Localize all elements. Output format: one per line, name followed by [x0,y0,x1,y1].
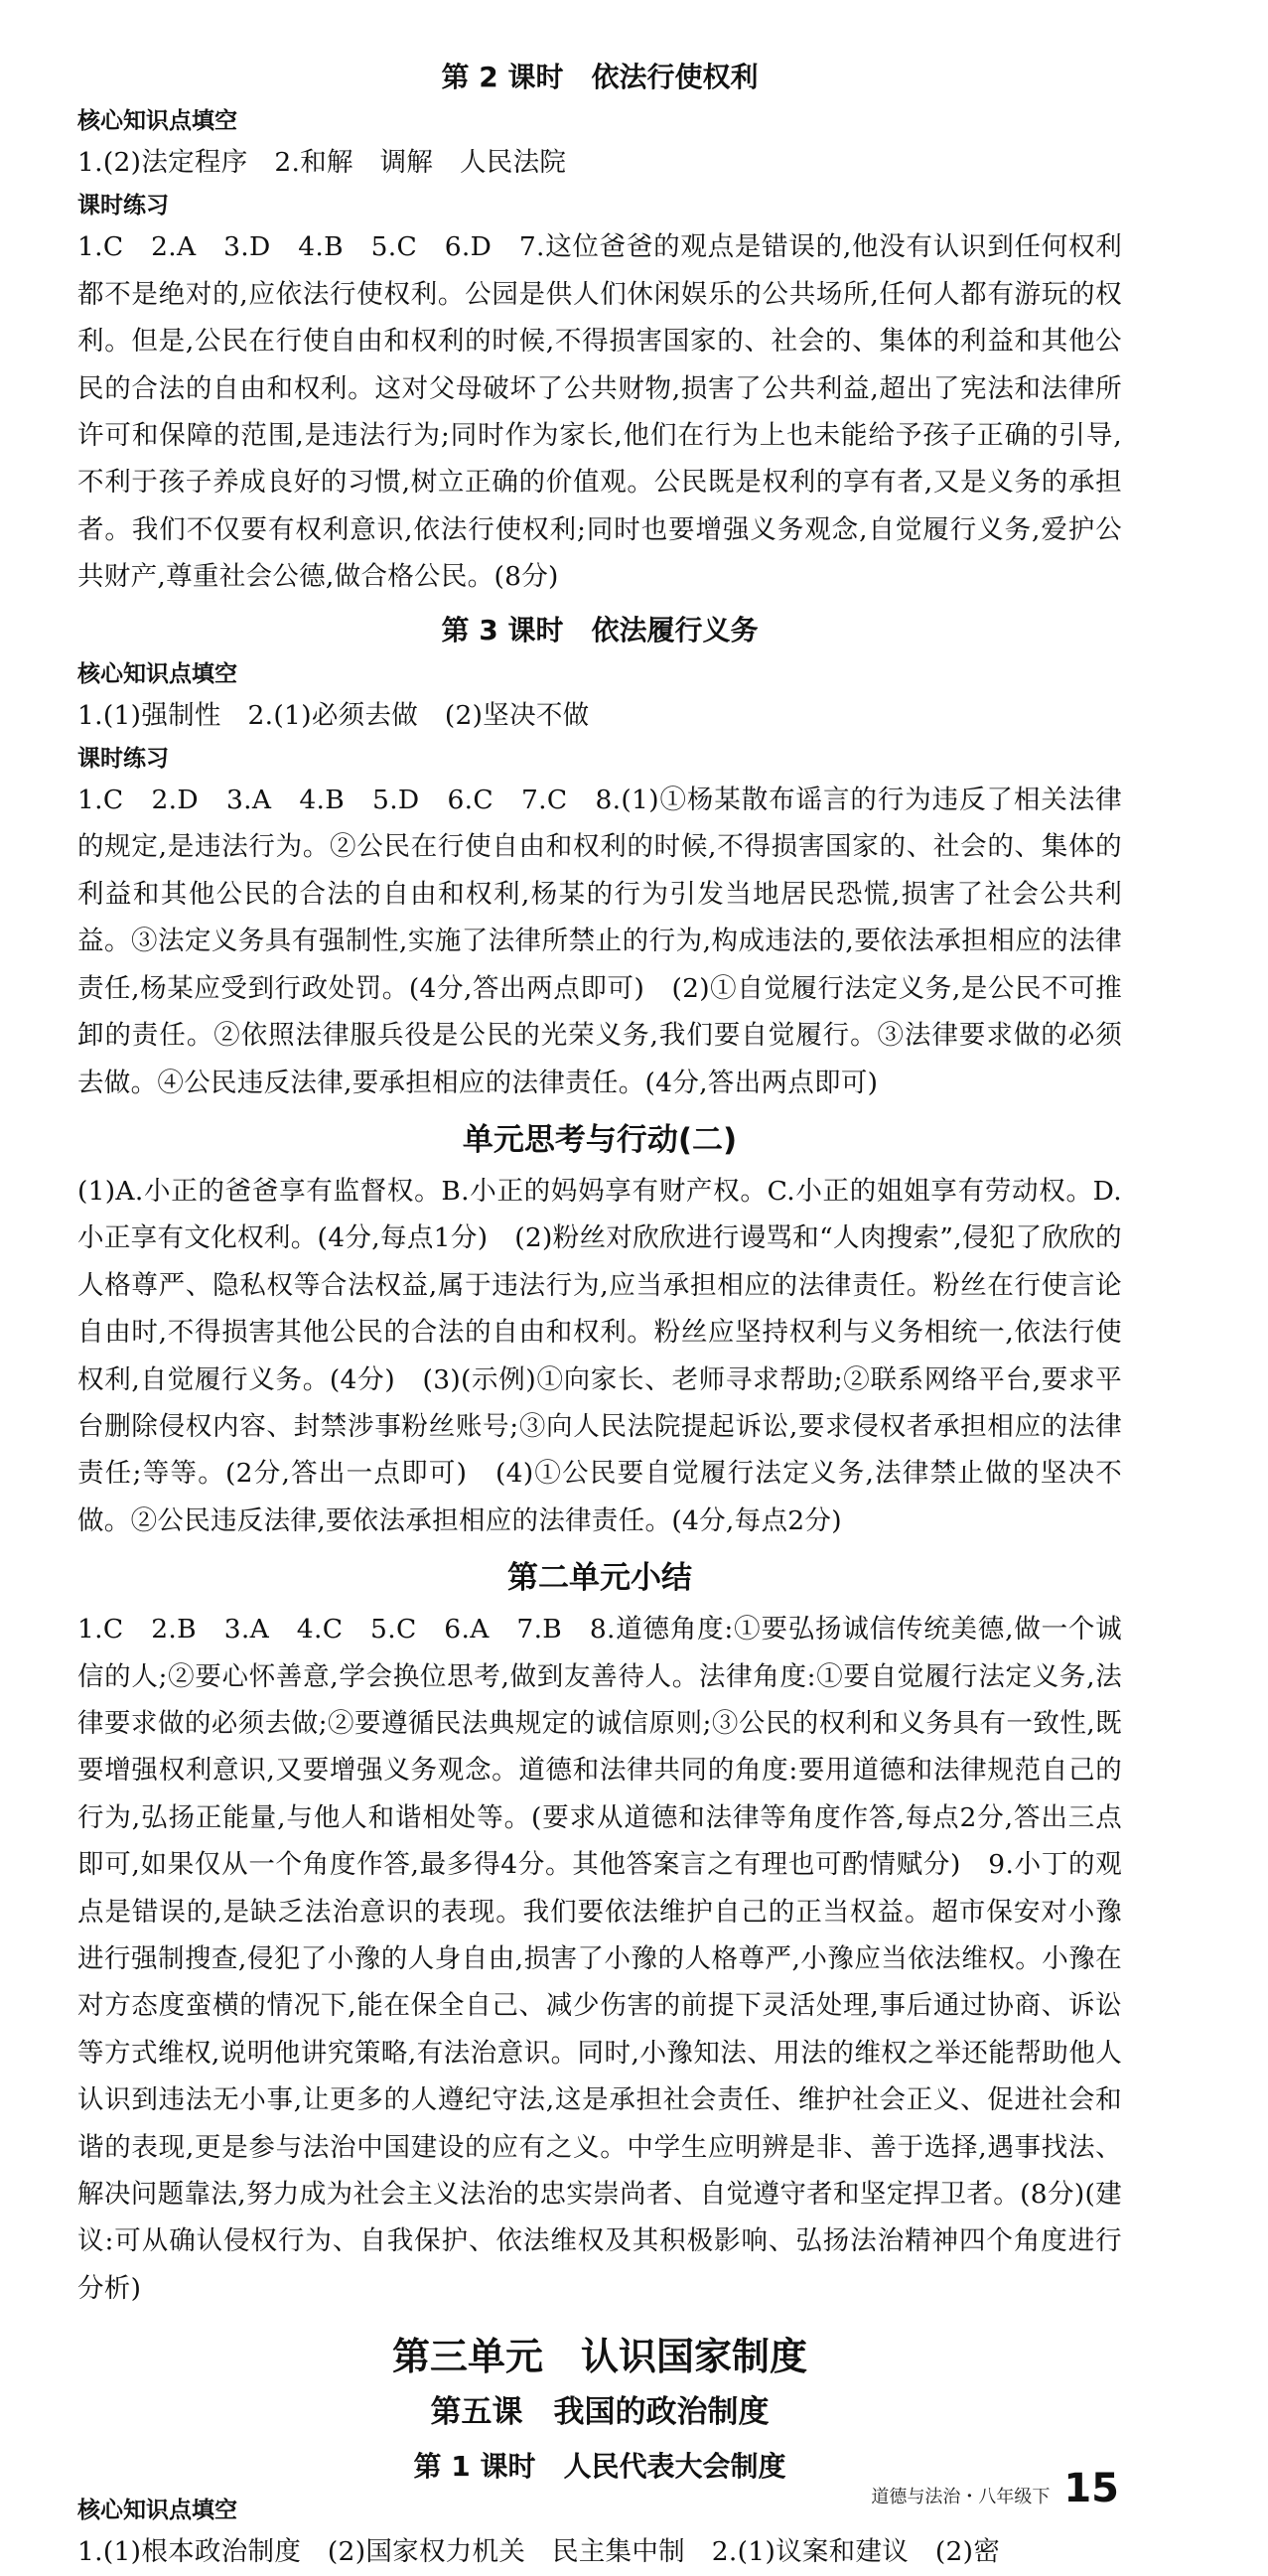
section-label-exercises: 课时练习 [77,746,169,773]
section-label-exercises: 课时练习 [77,193,169,219]
answer-paragraph: 1.C 2.D 3.A 4.B 5.D 6.C 7.C 8.(1)①杨某散布谣言的行为违反了相关法律的规定,是违法行为。②公民在行使自由和权利的时候,不得损害国家的、社会的、集体的利益和其他公民的合法的自由和权利,杨某的行为引发当地居民恐慌,损害了社会公共利益。③法定义务具有强制性,实施了法律所禁止的行为,构成违法的,要依法承担相应的法律责任,杨某应受到行政处罚。(4分,答出两点即可) (2)①自觉履行法定义务,是公民不可推卸的责任。②依照法律服兵役是公民的光荣义务,我们要自觉履行。③法律要求做的必须去做。④公民违反法律,要承担相应的法律责任。(4分,答出两点即可) [77,785,1122,1098]
chapter-title: 第五课 我国的政治制度 [430,2394,770,2431]
lesson-title-3: 第 3 课时 依法履行义务 [441,613,759,646]
unit-summary-title: 第二单元小结 [507,1560,692,1597]
answer-paragraph: 1.C 2.B 3.A 4.C 5.C 6.A 7.B 8.道德角度:①要弘扬诚信传统美德,做一个诚信的人;②要心怀善意,学会换位思考,做到友善待人。法律角度:①要自觉履行法定义务,法律要求做的必须去做;②要遵循民法典规定的诚信原则;③公民的权利和义务具有一致性,既要增强权利意识,又要增强义务观念。道德和法律共同的角度:要用道德和法律规范自己的行为,弘扬正能量,与他人和谐相处等。(要求从道德和法律等角度作答,每点2分,答出三点即可,如果仅从一个角度作答,最多得4分。其他答案言之有理也可酌情赋分) 9.小丁的观点是错误的,是缺乏法治意识的表现。我们要依法维护自己的正当权益。超市保安对小豫进行强制搜查,侵犯了小豫的人身自由,损害了小豫的人格尊严,小豫应当依法维权。小豫在对方态度蛮横的情况下,能在保全自己、减少伤害的前提下灵活处理,事后通过协商、诉讼等方式维权,说明他讲究策略,有法治意识。同时,小豫知法、用法的维权之举还能帮助他人认识到违法无小事,让更多的人遵纪守法,这是承担社会责任、维护社会正义、促进社会和谐的表现,更是参与法治中国建设的应有之义。中学生应明辨是非、善于选择,遇事找法、解决问题靠法,努力成为社会主义法治的忠实崇尚者、自觉遵守者和坚定捍卫者。(8分)(建议:可从确认侵权行为、自我保护、依法维权及其积极影响、弘扬法治精神四个角度进行分析) [77,1614,1122,2304]
section-label-core-knowledge: 核心知识点填空 [77,108,237,134]
lesson-title-1: 第 1 课时 人民代表大会制度 [413,2450,786,2484]
content-column [77,48,1122,2576]
answer-paragraph: 1.(2)法定程序 2.和解 调解 人民法院 [77,147,567,178]
page-footer [871,2467,1119,2510]
answer-paragraph: 1.(1)强制性 2.(1)必须去做 (2)坚决不做 [77,699,590,731]
section-label-core-knowledge: 核心知识点填空 [77,2498,237,2524]
page-number: 15 [1063,2466,1119,2511]
answer-paragraph: 1.C 2.A 3.D 4.B 5.C 6.D 7.这位爸爸的观点是错误的,他没有认识到任何权利都不是绝对的,应依法行使权利。公园是供人们休闲娱乐的公共场所,任何人都有游玩的权利。但是,公民在行使自由和权利的时候,不得损害国家的、社会的、集体的利益和其他公民的合法的自由和权利。这对父母破坏了公共财物,损害了公共利益,超出了宪法和法律所许可和保障的范围,是违法行为;同时作为家长,他们在行为上也未能给予孩子正确的引导,不利于孩子养成良好的习惯,树立正确的价值观。公民既是权利的享有者,又是义务的承担者。我们不仅要有权利意识,依法行使权利;同时也要增强义务观念,自觉履行义务,爱护公共财产,尊重社会公德,做合格公民。(8分) [77,231,1122,593]
section-label-core-knowledge: 核心知识点填空 [77,660,237,687]
unit-reflection-title: 单元思考与行动(二) [462,1121,738,1158]
footer-subject: 道德与法治・八年级下 [871,2487,1051,2507]
unit-title: 第三单元 认识国家制度 [391,2335,807,2379]
answer-paragraph: 1.(1)根本政治制度 (2)国家权力机关 民主集中制 2.(1)议案和建议 (2)密 [77,2536,1001,2568]
answer-paragraph: (1)A.小正的爸爸享有监督权。B.小正的妈妈享有财产权。C.小正的姐姐享有劳动权。D.小正享有文化权利。(4分,每点1分) (2)粉丝对欣欣进行谩骂和“人肉搜索”,侵犯了欣欣的人格尊严、隐私权等合法权益,属于违法行为,应当承担相应的法律责任。粉丝在行使言论自由时,不得损害其他公民的合法的自由和权利。粉丝应坚持权利与义务相统一,依法行使权利,自觉履行义务。(4分) (3)(示例)①向家长、老师寻求帮助;②联系网络平台,要求平台删除侵权内容、封禁涉事粉丝账号;③向人民法院提起诉讼,要求侵权者承担相应的法律责任;等等。(2分,答出一点即可) (4)①公民要自觉履行法定义务,法律禁止做的坚决不做。②公民违反法律,要依法承担相应的法律责任。(4分,每点2分) [77,1175,1122,1536]
lesson-title-2: 第 2 课时 依法行使权利 [441,61,759,93]
